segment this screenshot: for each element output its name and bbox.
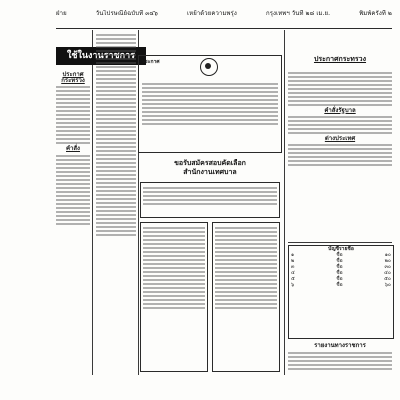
left-subhead: ประกาศกระทรวง [61, 71, 85, 85]
bottom-text [288, 350, 392, 390]
center-heading-1: ขอรับสมัครสอบคัดเลือก [174, 158, 246, 167]
table-row: ๑ ชื่อ ๑๐ [291, 252, 391, 258]
center-heading-2: สำนักงานเทศบาล [183, 167, 237, 176]
header-publication: วันไปรษณีย์ฉบับที่ ๓๔๖ [95, 10, 158, 17]
table-row: ๖ ชื่อ ๖๐ [291, 282, 391, 288]
left-section-title: ใช้ในงานราชการ [56, 47, 146, 65]
section-rule [288, 242, 392, 243]
page-header [56, 10, 392, 29]
bottom-heading: รายงานทางราชการ [314, 342, 366, 349]
table-row: ๓ ชื่อ ๓๐ [291, 264, 391, 270]
header-issue: พิมพ์ครั้งที่ ๒ [359, 10, 392, 17]
left-column-text [56, 70, 90, 370]
right-subhead: คำสั่งรัฐบาล [324, 107, 356, 114]
left-subhead: คำสั่ง [66, 145, 80, 153]
header-date: กรุงเทพฯ วันที่ ๒๘ เม.ย. [265, 10, 331, 17]
announcement-heading: ประกาศ [142, 59, 160, 65]
center-right-box [212, 222, 280, 372]
listing-table [288, 245, 394, 339]
garuda-seal-icon [200, 58, 218, 76]
header-page-no: ฝ่าย [56, 10, 67, 17]
column-divider [92, 30, 93, 375]
table-heading: บัญชีรายชื่อ [328, 246, 354, 252]
table-row: ๒ ชื่อ ๒๐ [291, 258, 391, 264]
second-column-text [96, 32, 136, 372]
table-row: ๔ ชื่อ ๔๐ [291, 270, 391, 276]
center-notice-box [140, 182, 280, 218]
column-divider [284, 30, 285, 375]
table-row: ๕ ชื่อ ๕๐ [291, 276, 391, 282]
header-edition: เหย้าด้วยความพรุ่ง [187, 10, 237, 17]
right-column-text [288, 70, 392, 240]
center-heading [140, 158, 280, 176]
right-subhead: ต่างประเทศ [324, 135, 356, 143]
center-left-box [140, 222, 208, 372]
right-section-title: ประกาศกระทรวง [313, 54, 367, 63]
